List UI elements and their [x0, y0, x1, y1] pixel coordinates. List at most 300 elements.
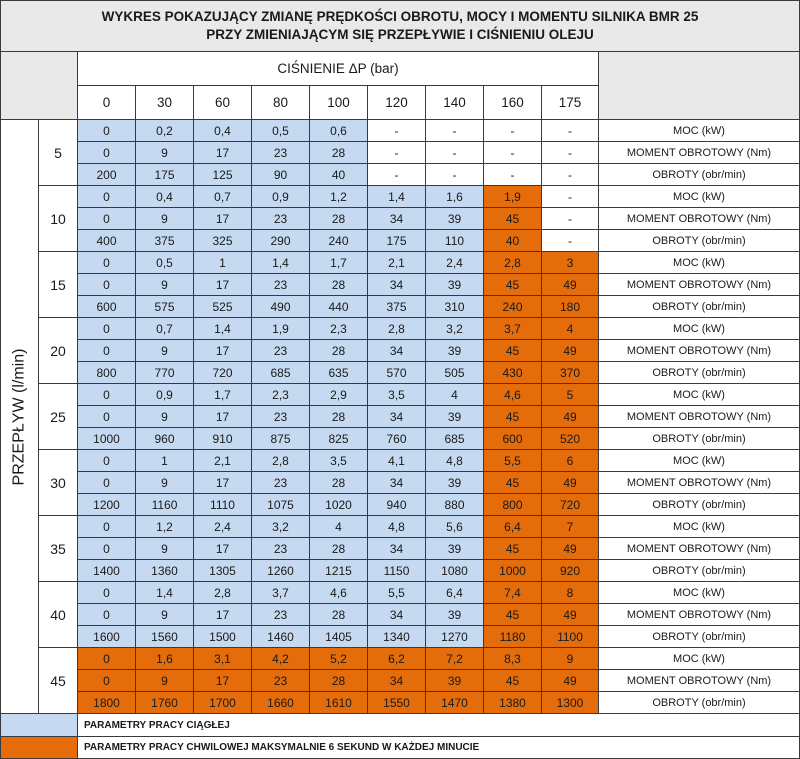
data-cell: - — [368, 164, 426, 186]
pressure-col-0: 0 — [78, 86, 136, 120]
pressure-col-175: 175 — [542, 86, 599, 120]
data-cell: 39 — [426, 274, 484, 296]
data-cell: 720 — [542, 494, 599, 516]
data-cell: 5,5 — [368, 582, 426, 604]
data-cell: 4,8 — [368, 516, 426, 538]
data-cell: 505 — [426, 362, 484, 384]
data-cell: 9 — [136, 670, 194, 692]
data-cell: 28 — [310, 274, 368, 296]
flow-header — [0, 120, 39, 714]
data-cell: 0,9 — [136, 384, 194, 406]
data-cell: 1080 — [426, 560, 484, 582]
data-cell: 1,2 — [310, 186, 368, 208]
data-cell: 1,4 — [252, 252, 310, 274]
data-cell: 6,4 — [426, 582, 484, 604]
data-cell: 770 — [136, 362, 194, 384]
data-cell: 17 — [194, 670, 252, 692]
data-cell: 1075 — [252, 494, 310, 516]
data-cell: 9 — [136, 340, 194, 362]
data-cell: 45 — [484, 208, 542, 230]
data-cell: 34 — [368, 472, 426, 494]
data-cell: 720 — [194, 362, 252, 384]
data-cell: 1600 — [78, 626, 136, 648]
data-cell: 0,7 — [194, 186, 252, 208]
flow-value-30: 30 — [39, 450, 78, 516]
data-cell: 49 — [542, 604, 599, 626]
flow-value-35: 35 — [39, 516, 78, 582]
data-cell: 0 — [78, 384, 136, 406]
row-label: OBROTY (obr/min) — [599, 494, 800, 516]
data-cell: 0,4 — [136, 186, 194, 208]
data-cell: 28 — [310, 340, 368, 362]
data-cell: 23 — [252, 670, 310, 692]
data-cell: 430 — [484, 362, 542, 384]
data-cell: 39 — [426, 208, 484, 230]
table-title-line-1: WYKRES POKAZUJĄCY ZMIANĘ PRĘDKOŚCI OBROTU, MOCY I MOMENTU SILNIKA BMR 25 — [101, 9, 699, 24]
row-label: OBROTY (obr/min) — [599, 626, 800, 648]
data-cell: 0 — [78, 582, 136, 604]
data-cell: 3,2 — [426, 318, 484, 340]
data-cell: 45 — [484, 604, 542, 626]
data-cell: 290 — [252, 230, 310, 252]
data-cell: 5 — [542, 384, 599, 406]
data-cell: 34 — [368, 538, 426, 560]
flow-value-20: 20 — [39, 318, 78, 384]
data-cell: 1270 — [426, 626, 484, 648]
data-cell: 1360 — [136, 560, 194, 582]
data-cell: 1550 — [368, 692, 426, 714]
data-cell: 40 — [484, 230, 542, 252]
data-cell: 1760 — [136, 692, 194, 714]
pressure-col-80: 80 — [252, 86, 310, 120]
data-cell: 0 — [78, 318, 136, 340]
data-cell: 34 — [368, 274, 426, 296]
data-cell: 1200 — [78, 494, 136, 516]
row-label: MOMENT OBROTOWY (Nm) — [599, 538, 800, 560]
data-cell: 575 — [136, 296, 194, 318]
data-cell: 34 — [368, 208, 426, 230]
row-label: MOC (kW) — [599, 120, 800, 142]
data-cell: 1400 — [78, 560, 136, 582]
data-cell: - — [542, 230, 599, 252]
data-cell: 2,4 — [426, 252, 484, 274]
header-corner — [0, 52, 78, 120]
data-cell: 400 — [78, 230, 136, 252]
data-cell: 1100 — [542, 626, 599, 648]
data-cell: 1300 — [542, 692, 599, 714]
data-cell: 4,8 — [426, 450, 484, 472]
data-cell: 9 — [136, 604, 194, 626]
data-cell: 1215 — [310, 560, 368, 582]
data-cell: 0 — [78, 450, 136, 472]
data-cell: 4 — [426, 384, 484, 406]
data-cell: 28 — [310, 208, 368, 230]
data-cell: 34 — [368, 604, 426, 626]
data-cell: 1000 — [78, 428, 136, 450]
row-label: OBROTY (obr/min) — [599, 362, 800, 384]
row-label: MOMENT OBROTOWY (Nm) — [599, 274, 800, 296]
data-cell: 40 — [310, 164, 368, 186]
data-cell: 0 — [78, 208, 136, 230]
data-cell: 6,4 — [484, 516, 542, 538]
data-cell: 0 — [78, 186, 136, 208]
row-label: MOMENT OBROTOWY (Nm) — [599, 142, 800, 164]
data-cell: 17 — [194, 406, 252, 428]
data-cell: 45 — [484, 472, 542, 494]
data-cell: 17 — [194, 604, 252, 626]
data-cell: 8 — [542, 582, 599, 604]
data-cell: 23 — [252, 406, 310, 428]
data-cell: - — [426, 142, 484, 164]
data-cell: 39 — [426, 538, 484, 560]
data-cell: 2,9 — [310, 384, 368, 406]
data-cell: 90 — [252, 164, 310, 186]
data-cell: 3,2 — [252, 516, 310, 538]
row-label: MOMENT OBROTOWY (Nm) — [599, 604, 800, 626]
data-cell: 2,8 — [194, 582, 252, 604]
data-cell: 39 — [426, 604, 484, 626]
data-cell: 3,7 — [484, 318, 542, 340]
data-cell: 4 — [310, 516, 368, 538]
data-cell: 49 — [542, 472, 599, 494]
data-cell: 180 — [542, 296, 599, 318]
data-cell: 34 — [368, 340, 426, 362]
pressure-col-160: 160 — [484, 86, 542, 120]
data-cell: 490 — [252, 296, 310, 318]
data-cell: 1,9 — [484, 186, 542, 208]
data-cell: 3,5 — [310, 450, 368, 472]
data-cell: 375 — [368, 296, 426, 318]
data-cell: 635 — [310, 362, 368, 384]
row-label: OBROTY (obr/min) — [599, 296, 800, 318]
data-cell: 23 — [252, 340, 310, 362]
data-cell: 0,9 — [252, 186, 310, 208]
data-cell: 0,7 — [136, 318, 194, 340]
data-cell: 0,4 — [194, 120, 252, 142]
data-cell: - — [542, 186, 599, 208]
row-label: MOC (kW) — [599, 648, 800, 670]
row-label: MOC (kW) — [599, 318, 800, 340]
data-cell: 17 — [194, 142, 252, 164]
row-label: OBROTY (obr/min) — [599, 560, 800, 582]
data-cell: 920 — [542, 560, 599, 582]
data-cell: - — [484, 142, 542, 164]
data-cell: 240 — [484, 296, 542, 318]
data-cell: 49 — [542, 670, 599, 692]
data-cell: 1460 — [252, 626, 310, 648]
data-cell: 49 — [542, 406, 599, 428]
data-cell: 45 — [484, 406, 542, 428]
data-cell: 1260 — [252, 560, 310, 582]
data-cell: - — [368, 120, 426, 142]
data-cell: 5,5 — [484, 450, 542, 472]
data-cell: 23 — [252, 208, 310, 230]
data-cell: 17 — [194, 472, 252, 494]
data-cell: 2,3 — [252, 384, 310, 406]
data-cell: 0 — [78, 472, 136, 494]
data-cell: 0 — [78, 406, 136, 428]
data-cell: 0 — [78, 120, 136, 142]
data-cell: 4,2 — [252, 648, 310, 670]
data-cell: 5,6 — [426, 516, 484, 538]
data-cell: 1150 — [368, 560, 426, 582]
data-cell: 2,1 — [368, 252, 426, 274]
data-cell: 800 — [484, 494, 542, 516]
data-cell: 800 — [78, 362, 136, 384]
data-cell: 1,4 — [136, 582, 194, 604]
data-cell: 17 — [194, 340, 252, 362]
data-cell: 6 — [542, 450, 599, 472]
header-right-blank — [599, 52, 800, 120]
data-cell: 240 — [310, 230, 368, 252]
data-cell: 0 — [78, 516, 136, 538]
data-cell: 1380 — [484, 692, 542, 714]
data-cell: 110 — [426, 230, 484, 252]
data-cell: 175 — [368, 230, 426, 252]
data-cell: 28 — [310, 406, 368, 428]
data-cell: 28 — [310, 142, 368, 164]
data-cell: 125 — [194, 164, 252, 186]
data-cell: 600 — [484, 428, 542, 450]
data-cell: 28 — [310, 538, 368, 560]
data-cell: 39 — [426, 340, 484, 362]
data-cell: 0 — [78, 340, 136, 362]
flow-value-15: 15 — [39, 252, 78, 318]
data-cell: 23 — [252, 142, 310, 164]
flow-value-5: 5 — [39, 120, 78, 186]
data-cell: 7,2 — [426, 648, 484, 670]
pressure-col-120: 120 — [368, 86, 426, 120]
data-cell: 28 — [310, 472, 368, 494]
pressure-col-100: 100 — [310, 86, 368, 120]
data-cell: 9 — [136, 538, 194, 560]
data-cell: - — [542, 142, 599, 164]
data-cell: 23 — [252, 274, 310, 296]
data-cell: 5,2 — [310, 648, 368, 670]
data-cell: 3 — [542, 252, 599, 274]
row-label: MOC (kW) — [599, 252, 800, 274]
row-label: MOMENT OBROTOWY (Nm) — [599, 340, 800, 362]
data-cell: 1160 — [136, 494, 194, 516]
data-cell: - — [542, 208, 599, 230]
data-cell: 440 — [310, 296, 368, 318]
data-cell: 17 — [194, 274, 252, 296]
data-cell: 9 — [136, 274, 194, 296]
row-label: OBROTY (obr/min) — [599, 692, 800, 714]
data-cell: 1 — [194, 252, 252, 274]
data-cell: 1110 — [194, 494, 252, 516]
data-cell: 0 — [78, 252, 136, 274]
data-cell: 520 — [542, 428, 599, 450]
data-cell: 9 — [136, 406, 194, 428]
legend-continuous-swatch — [0, 714, 78, 737]
data-cell: - — [484, 120, 542, 142]
data-cell: 28 — [310, 604, 368, 626]
data-cell: 1660 — [252, 692, 310, 714]
data-cell: 1020 — [310, 494, 368, 516]
data-cell: 0 — [78, 274, 136, 296]
data-cell: - — [426, 120, 484, 142]
pressure-header: CIŚNIENIE ΔP (bar) — [78, 52, 599, 86]
data-cell: 9 — [542, 648, 599, 670]
data-cell: 600 — [78, 296, 136, 318]
row-label: MOC (kW) — [599, 186, 800, 208]
data-cell: 17 — [194, 208, 252, 230]
data-cell: 4,6 — [484, 384, 542, 406]
data-cell: 3,1 — [194, 648, 252, 670]
data-cell: 7 — [542, 516, 599, 538]
data-cell: - — [484, 164, 542, 186]
data-cell: 9 — [136, 142, 194, 164]
data-cell: - — [542, 120, 599, 142]
data-cell: 2,3 — [310, 318, 368, 340]
data-cell: 45 — [484, 274, 542, 296]
data-cell: - — [542, 164, 599, 186]
data-cell: 0,5 — [136, 252, 194, 274]
data-cell: 2,8 — [368, 318, 426, 340]
data-cell: 1800 — [78, 692, 136, 714]
data-cell: 1180 — [484, 626, 542, 648]
row-label: MOMENT OBROTOWY (Nm) — [599, 670, 800, 692]
data-cell: 0 — [78, 142, 136, 164]
data-cell: 2,8 — [252, 450, 310, 472]
data-cell: 49 — [542, 340, 599, 362]
data-cell: 310 — [426, 296, 484, 318]
data-cell: 1000 — [484, 560, 542, 582]
data-cell: 1405 — [310, 626, 368, 648]
data-cell: 1,6 — [426, 186, 484, 208]
table-title-line-2: PRZY ZMIENIAJĄCYM SIĘ PRZEPŁYWIE I CIŚNIENIU OLEJU — [206, 27, 594, 42]
data-cell: 0 — [78, 648, 136, 670]
row-label: MOC (kW) — [599, 450, 800, 472]
row-label: MOMENT OBROTOWY (Nm) — [599, 406, 800, 428]
data-cell: 4 — [542, 318, 599, 340]
table-title — [0, 0, 800, 52]
data-cell: 880 — [426, 494, 484, 516]
data-cell: 1,9 — [252, 318, 310, 340]
data-cell: 570 — [368, 362, 426, 384]
data-cell: 200 — [78, 164, 136, 186]
legend-intermittent-swatch — [0, 737, 78, 759]
data-cell: 875 — [252, 428, 310, 450]
data-cell: - — [426, 164, 484, 186]
data-cell: 0,2 — [136, 120, 194, 142]
row-label: MOC (kW) — [599, 384, 800, 406]
flow-header-text: PRZEPŁYW (l/min) — [10, 348, 28, 485]
data-cell: 685 — [252, 362, 310, 384]
data-cell: 1700 — [194, 692, 252, 714]
data-cell: 2,4 — [194, 516, 252, 538]
data-cell: 760 — [368, 428, 426, 450]
data-cell: 825 — [310, 428, 368, 450]
flow-value-45: 45 — [39, 648, 78, 714]
data-cell: 1340 — [368, 626, 426, 648]
data-cell: 8,3 — [484, 648, 542, 670]
data-cell: 45 — [484, 538, 542, 560]
data-cell: 685 — [426, 428, 484, 450]
data-cell: 370 — [542, 362, 599, 384]
data-cell: 910 — [194, 428, 252, 450]
data-cell: 9 — [136, 208, 194, 230]
data-cell: 1,6 — [136, 648, 194, 670]
data-cell: 4,6 — [310, 582, 368, 604]
row-label: MOMENT OBROTOWY (Nm) — [599, 208, 800, 230]
data-cell: 9 — [136, 472, 194, 494]
pressure-col-60: 60 — [194, 86, 252, 120]
data-cell: 1500 — [194, 626, 252, 648]
data-cell: 0,5 — [252, 120, 310, 142]
data-cell: 45 — [484, 670, 542, 692]
data-cell: 1610 — [310, 692, 368, 714]
data-cell: 0,6 — [310, 120, 368, 142]
row-label: OBROTY (obr/min) — [599, 164, 800, 186]
data-cell: 0 — [78, 604, 136, 626]
data-cell: 1,7 — [310, 252, 368, 274]
row-label: MOMENT OBROTOWY (Nm) — [599, 472, 800, 494]
pressure-col-140: 140 — [426, 86, 484, 120]
data-cell: 1,2 — [136, 516, 194, 538]
data-cell: - — [368, 142, 426, 164]
row-label: OBROTY (obr/min) — [599, 428, 800, 450]
data-cell: 525 — [194, 296, 252, 318]
data-cell: 3,5 — [368, 384, 426, 406]
data-cell: 1470 — [426, 692, 484, 714]
data-cell: 7,4 — [484, 582, 542, 604]
pressure-col-30: 30 — [136, 86, 194, 120]
data-cell: 0 — [78, 538, 136, 560]
data-cell: 1,4 — [368, 186, 426, 208]
data-cell: 23 — [252, 472, 310, 494]
data-cell: 1560 — [136, 626, 194, 648]
data-cell: 1305 — [194, 560, 252, 582]
data-cell: 49 — [542, 274, 599, 296]
data-cell: 34 — [368, 406, 426, 428]
row-label: OBROTY (obr/min) — [599, 230, 800, 252]
data-cell: 17 — [194, 538, 252, 560]
data-cell: 39 — [426, 406, 484, 428]
row-label: MOC (kW) — [599, 516, 800, 538]
data-cell: 940 — [368, 494, 426, 516]
flow-value-25: 25 — [39, 384, 78, 450]
data-cell: 4,1 — [368, 450, 426, 472]
data-cell: 39 — [426, 472, 484, 494]
data-cell: 34 — [368, 670, 426, 692]
legend-intermittent-label: PARAMETRY PRACY CHWILOWEJ MAKSYMALNIE 6 SEKUND W KAŻDEJ MINUCIE — [78, 737, 800, 759]
data-cell: 1 — [136, 450, 194, 472]
data-cell: 23 — [252, 604, 310, 626]
data-cell: 960 — [136, 428, 194, 450]
data-cell: 23 — [252, 538, 310, 560]
data-cell: 175 — [136, 164, 194, 186]
data-cell: 325 — [194, 230, 252, 252]
data-cell: 1,4 — [194, 318, 252, 340]
data-cell: 0 — [78, 670, 136, 692]
data-cell: 3,7 — [252, 582, 310, 604]
data-cell: 45 — [484, 340, 542, 362]
data-cell: 375 — [136, 230, 194, 252]
data-cell: 28 — [310, 670, 368, 692]
data-cell: 1,7 — [194, 384, 252, 406]
row-label: MOC (kW) — [599, 582, 800, 604]
data-cell: 2,1 — [194, 450, 252, 472]
data-cell: 49 — [542, 538, 599, 560]
flow-value-40: 40 — [39, 582, 78, 648]
flow-value-10: 10 — [39, 186, 78, 252]
data-cell: 39 — [426, 670, 484, 692]
data-cell: 2,8 — [484, 252, 542, 274]
data-cell: 6,2 — [368, 648, 426, 670]
legend-continuous-label: PARAMETRY PRACY CIĄGŁEJ — [78, 714, 800, 737]
